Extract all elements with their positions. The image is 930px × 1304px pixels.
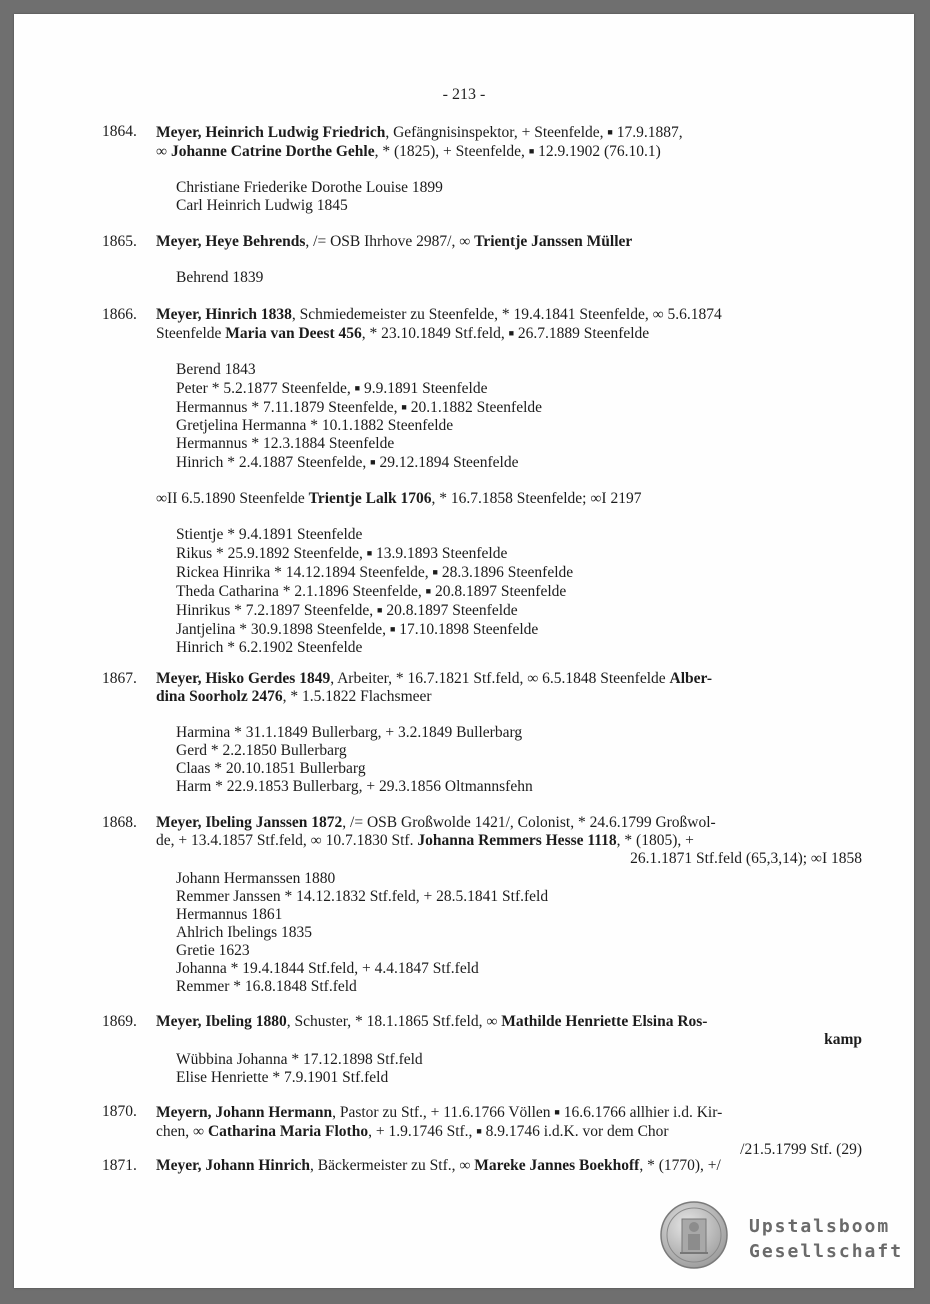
text-run: 20.8.1897 Steenfelde [431, 583, 567, 600]
bold-name: Meyer, Johann Hinrich [156, 1157, 311, 1174]
bold-name: dina Soorholz 2476 [156, 688, 283, 705]
bold-name: Meyer, Hinrich 1838 [156, 306, 292, 323]
bold-name: Johanna Remmers Hesse 1118 [417, 832, 617, 849]
text-line: Elise Henriette * 7.9.1901 Stf.feld [176, 1069, 389, 1086]
text-line: Ahlrich Ibelings 1835 [176, 924, 313, 941]
seal-logo [660, 1201, 728, 1269]
text-run: 13.9.1893 Steenfelde [372, 545, 508, 562]
entry-number: 1865. [102, 233, 137, 250]
entry-heading [156, 814, 862, 868]
entry-heading [156, 1157, 862, 1175]
bold-name: Meyern, Johann Hermann [156, 1104, 333, 1121]
text-line [176, 417, 862, 435]
text-run: Jantjelina * 30.9.1898 Steenfelde, [176, 621, 390, 638]
text-run: Berend 1843 [176, 361, 256, 378]
text-line: Wübbina Johanna * 17.12.1898 Stf.feld [176, 1051, 423, 1068]
entry-1865 [102, 233, 862, 287]
text-line [176, 398, 862, 417]
entry-number: 1869. [102, 1013, 137, 1030]
children-list [176, 269, 862, 287]
bold-name: Meyer, Heye Behrends [156, 233, 306, 250]
text-run: Hermannus * 12.3.1884 Steenfelde [176, 435, 395, 452]
burial-symbol: ■ [354, 383, 361, 393]
text-run: 20.1.1882 Steenfelde [406, 399, 543, 416]
text-line [156, 233, 862, 251]
text-line [176, 435, 862, 453]
text-line [176, 601, 862, 620]
entry-1866 [102, 306, 862, 657]
document-page [14, 14, 914, 1288]
text-run: Hinrikus * 7.2.1897 Steenfelde, [176, 602, 378, 619]
text-line [156, 306, 862, 324]
entry-number: 1871. [102, 1157, 137, 1174]
text-line [156, 142, 862, 161]
text-run: , * 23.10.1849 Stf.feld, [361, 325, 509, 342]
text-line [176, 526, 862, 544]
text-line: Claas * 20.10.1851 Bullerbarg [176, 760, 366, 777]
burial-symbol: ■ [366, 548, 373, 558]
text-run: de, + 13.4.1857 Stf.feld, ∞ 10.7.1830 Stf. [156, 832, 418, 849]
burial-symbol: ■ [425, 586, 432, 596]
bold-name: Catharina Maria Flotho [207, 1123, 369, 1140]
bold-name: Maria van Deest 456 [225, 325, 362, 342]
text-line [156, 123, 862, 142]
text-run: Rikus * 25.9.1892 Steenfelde, [176, 545, 367, 562]
society-logo-text [749, 1214, 903, 1264]
entry-heading [156, 1013, 862, 1049]
text-line: Gerd * 2.2.1850 Bullerbarg [176, 742, 347, 759]
entry-1867 [102, 670, 862, 796]
bold-name: Meyer, Ibeling Janssen 1872 [156, 814, 343, 831]
text-run: Theda Catharina * 2.1.1896 Steenfelde, [176, 583, 426, 600]
text-run: , Schmiedemeister zu Steenfelde, * 19.4.1841 Steenfelde, ∞ 5.6.1874 [291, 306, 722, 323]
text-line: Johanna * 19.4.1844 Stf.feld, + 4.4.1847 Stf.feld [176, 960, 479, 977]
text-run: 8.9.1746 i.d.K. vor dem Chor [481, 1123, 669, 1140]
burial-symbol: ■ [370, 457, 376, 467]
text-line [156, 1122, 862, 1141]
entry-1869 [102, 1013, 862, 1087]
text-line: Gretie 1623 [176, 942, 250, 959]
text-line: Hermannus 1861 [176, 906, 283, 923]
text-line: Christiane Friederike Dorothe Louise 1899 [176, 179, 443, 196]
bold-name: Johanne Catrine Dorthe Gehle [170, 143, 375, 160]
bold-name: Trientje Janssen Müller [474, 233, 633, 250]
text-run: , Schuster, * 18.1.1865 Stf.feld, ∞ [286, 1013, 502, 1030]
text-line [176, 544, 862, 563]
text-run: 28.3.1896 Steenfelde [437, 564, 574, 581]
entry-1868 [102, 814, 862, 996]
text-run: 26.1.1871 Stf.feld (65,3,14); ∞I 1858 [630, 850, 862, 867]
text-line [176, 361, 862, 379]
text-run: , /= OSB Großwolde 1421/, Colonist, * 24.6.1799 Großwol- [342, 814, 716, 831]
text-run: , * (1770), +/ [639, 1157, 721, 1174]
text-run: 16.6.1766 allhier i.d. Kir- [559, 1104, 723, 1121]
text-line [156, 1157, 862, 1175]
text-line [156, 1103, 862, 1122]
text-run: Rickea Hinrika * 14.12.1894 Steenfelde, [176, 564, 433, 581]
text-line [156, 850, 862, 868]
entry-number: 1864. [102, 123, 137, 140]
text-run: Steenfelde [156, 325, 226, 342]
text-run: , * 1.5.1822 Flachsmeer [282, 688, 432, 705]
page-number: - 213 - [442, 86, 486, 103]
text-line: Remmer Janssen * 14.12.1832 Stf.feld, + 28.5.1841 Stf.feld [176, 888, 549, 905]
text-run: , Bäckermeister zu Stf., ∞ [310, 1157, 475, 1174]
burial-symbol: ■ [528, 146, 535, 156]
text-line: Behrend 1839 [176, 269, 264, 286]
entry-heading [156, 306, 862, 343]
text-line [176, 620, 862, 639]
text-line [176, 639, 862, 657]
entry-heading [156, 1103, 862, 1159]
text-run: /21.5.1799 Stf. (29) [740, 1141, 862, 1158]
text-run: 12.9.1902 (76.10.1) [534, 143, 661, 160]
children-list [176, 526, 862, 657]
text-run: ∞II 6.5.1890 Steenfelde [156, 490, 309, 507]
bold-name: kamp [824, 1031, 862, 1048]
text-line: Carl Heinrich Ludwig 1845 [176, 197, 348, 214]
text-run: Stientje * 9.4.1891 Steenfelde [176, 526, 363, 543]
text-line [156, 324, 862, 343]
text-run: , + 1.9.1746 Stf., [368, 1123, 477, 1140]
text-run: , * (1805), + [616, 832, 694, 849]
entry-number: 1866. [102, 306, 137, 323]
text-line [156, 832, 862, 850]
entry-number: 1870. [102, 1103, 137, 1120]
logo-line-1: Upstalsboom [749, 1216, 891, 1237]
entry-number: 1867. [102, 670, 137, 687]
entry-heading [156, 670, 862, 706]
bold-name: Mareke Jannes Boekhoff [474, 1157, 640, 1174]
children-list [176, 361, 862, 472]
text-run: 9.9.1891 Steenfelde [360, 380, 488, 397]
text-run: Hinrich * 6.2.1902 Steenfelde [176, 639, 363, 656]
text-run: , /= OSB Ihrhove 2987/, ∞ [305, 233, 475, 250]
text-run: Gretjelina Hermanna * 10.1.1882 Steenfelde [176, 417, 454, 434]
text-line [156, 688, 862, 706]
bold-name: Meyer, Ibeling 1880 [156, 1013, 287, 1030]
text-run: Peter * 5.2.1877 Steenfelde, [176, 380, 355, 397]
bold-name: Trientje Lalk 1706 [308, 490, 432, 507]
entry-heading [156, 123, 862, 161]
text-run: ∞ [156, 143, 171, 160]
second-marriage-line [156, 490, 862, 508]
children-list [176, 724, 862, 796]
bold-name: Meyer, Heinrich Ludwig Friedrich [156, 124, 386, 141]
text-line: Remmer * 16.8.1848 Stf.feld [176, 978, 357, 995]
children-list [176, 179, 862, 215]
children-list [176, 1051, 862, 1087]
text-line: Johann Hermanssen 1880 [176, 870, 336, 887]
burial-symbol: ■ [389, 624, 396, 634]
children-list [176, 870, 862, 996]
bold-name: Meyer, Hisko Gerdes 1849 [156, 670, 331, 687]
text-line [156, 814, 862, 832]
text-run: 17.10.1898 Steenfelde [395, 621, 539, 638]
entry-number: 1868. [102, 814, 137, 831]
burial-symbol: ■ [508, 328, 515, 338]
text-line: Harm * 22.9.1853 Bullerbarg, + 29.3.1856 Oltmannsfehn [176, 778, 533, 795]
burial-symbol: ■ [554, 1107, 560, 1117]
burial-symbol: ■ [401, 402, 407, 412]
text-run: chen, ∞ [156, 1123, 208, 1140]
text-line [176, 582, 862, 601]
text-run: 26.7.1889 Steenfelde [514, 325, 650, 342]
bold-name: Alber- [669, 670, 712, 687]
entry-1870 [102, 1103, 862, 1159]
logo-line-2: Gesellschaft [749, 1241, 904, 1262]
entry-heading [156, 233, 862, 251]
text-run: 20.8.1897 Steenfelde [382, 602, 518, 619]
text-line [176, 563, 862, 582]
burial-symbol: ■ [432, 567, 438, 577]
text-line [156, 1013, 862, 1031]
text-line [176, 453, 862, 472]
text-line [176, 379, 862, 398]
text-run: , Gefängnisinspektor, + Steenfelde, [385, 124, 608, 141]
text-line: Harmina * 31.1.1849 Bullerbarg, + 3.2.1849 Bullerbarg [176, 724, 523, 741]
entry-1864 [102, 123, 862, 215]
burial-symbol: ■ [476, 1126, 482, 1136]
text-line [156, 670, 862, 688]
text-run: , * (1825), + Steenfelde, [374, 143, 529, 160]
text-run: Hermannus * 7.11.1879 Steenfelde, [176, 399, 402, 416]
entry-1871 [102, 1157, 862, 1175]
text-run: 17.9.1887, [612, 124, 683, 141]
text-line [156, 1031, 862, 1049]
text-run: , * 16.7.1858 Steenfelde; ∞I 2197 [431, 490, 642, 507]
text-run: , Pastor zu Stf., + 11.6.1766 Völlen [332, 1104, 555, 1121]
bold-name: Mathilde Henriette Elsina Ros- [501, 1013, 708, 1030]
text-run: 29.12.1894 Steenfelde [375, 454, 519, 471]
burial-symbol: ■ [377, 605, 383, 615]
text-run: , Arbeiter, * 16.7.1821 Stf.feld, ∞ 6.5.1848 Steenfelde [330, 670, 670, 687]
burial-symbol: ■ [607, 127, 613, 137]
text-run: Hinrich * 2.4.1887 Steenfelde, [176, 454, 371, 471]
